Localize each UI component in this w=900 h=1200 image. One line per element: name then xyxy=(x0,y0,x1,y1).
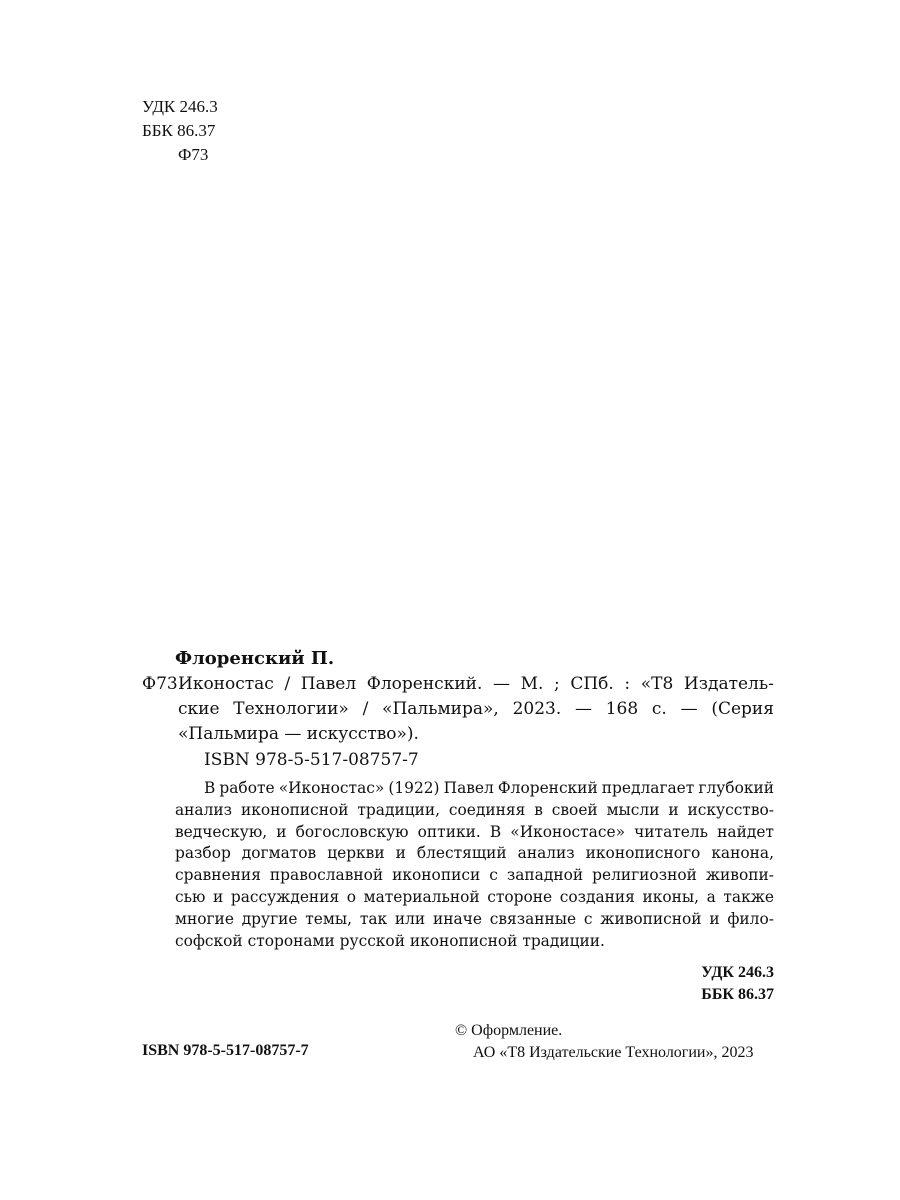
word: «Иконостас» xyxy=(278,779,385,797)
word: соединяя xyxy=(448,800,526,819)
word: (1922) xyxy=(388,779,440,797)
word: работе xyxy=(219,779,275,797)
word: Павел xyxy=(300,674,357,694)
word: православной xyxy=(269,866,384,885)
record-author-mark: Ф73 xyxy=(142,674,178,694)
word: многие xyxy=(175,909,234,928)
word: — xyxy=(574,699,592,719)
annotation xyxy=(175,778,774,952)
word: анализ xyxy=(175,800,233,819)
word: «Иконостасе» xyxy=(510,822,625,841)
word: мысли xyxy=(606,800,660,819)
word: и xyxy=(213,887,224,906)
word: искусство- xyxy=(687,800,774,819)
annotation-line xyxy=(175,800,774,822)
word: создания xyxy=(559,887,635,906)
word: : xyxy=(624,674,631,694)
classification-codes-bottom xyxy=(701,962,774,1006)
word: глубокий xyxy=(698,779,774,797)
classification-codes-top xyxy=(142,95,218,167)
word: Издатель- xyxy=(683,674,774,694)
word: разбор xyxy=(175,844,231,863)
word: М. xyxy=(520,674,544,694)
word: 2023. xyxy=(512,699,562,719)
word: канона, xyxy=(711,844,774,863)
word: Технологии» xyxy=(233,699,349,719)
word: «Т8 xyxy=(640,674,674,694)
isbn-bottom: ISBN 978-5-517-08757-7 xyxy=(142,1042,309,1059)
word: читатель xyxy=(634,822,709,841)
word: о xyxy=(346,887,357,906)
record-line-2-text xyxy=(178,697,774,722)
word: с. xyxy=(651,699,667,719)
word: с xyxy=(489,866,498,885)
udk-code: УДК 246.3 xyxy=(142,97,218,116)
word: сравнения xyxy=(175,866,261,885)
word: Иконостас xyxy=(178,674,274,694)
word: и xyxy=(668,800,679,819)
word: Флоренский. xyxy=(366,674,483,694)
word: также xyxy=(723,887,774,906)
copyright-line-2: АО «Т8 Издательские Технологии», 2023 xyxy=(473,1044,754,1061)
bbk-code-bottom: ББК 86.37 xyxy=(701,986,774,1003)
bbk-code: ББК 86.37 xyxy=(142,121,216,140)
word: СПб. xyxy=(570,674,614,694)
word: живопи- xyxy=(705,866,774,885)
word: иконы, xyxy=(642,887,700,906)
word: найдет xyxy=(717,822,774,841)
word: ские xyxy=(178,699,220,719)
record-line-3-text: «Пальмира — искусство»). xyxy=(178,724,419,744)
word: оптики. xyxy=(417,822,481,841)
annotation-line xyxy=(175,822,774,844)
word: иконописи xyxy=(392,866,481,885)
word: темы, xyxy=(305,909,353,928)
record-line-1 xyxy=(142,672,774,697)
word: / xyxy=(284,674,291,694)
record-line-1-text xyxy=(178,672,774,697)
word: живописной xyxy=(600,909,702,928)
word: а xyxy=(706,887,716,906)
word: иконописного xyxy=(585,844,701,863)
copyright-line-1: © Оформление. xyxy=(455,1022,563,1039)
word: — xyxy=(493,674,510,694)
word: В xyxy=(204,779,216,797)
word: предлагает xyxy=(601,779,695,797)
word: связанные xyxy=(489,909,577,928)
word: и xyxy=(395,844,406,863)
annotation-line: софской сторонами русской иконописной традиции. xyxy=(175,931,605,950)
word: традиции, xyxy=(357,800,441,819)
word: с xyxy=(583,909,593,928)
word: В xyxy=(489,822,502,841)
word: религиозной xyxy=(592,866,697,885)
word: и xyxy=(276,822,287,841)
udk-code-bottom: УДК 246.3 xyxy=(701,964,774,981)
bibliographic-record xyxy=(142,672,774,747)
word: своей xyxy=(551,800,598,819)
annotation-line xyxy=(175,887,774,909)
word: (Серия xyxy=(711,699,774,719)
record-line-2 xyxy=(142,697,774,722)
author-mark: Ф73 xyxy=(178,145,209,164)
word: Павел xyxy=(443,779,494,797)
word: Флоренский xyxy=(497,779,598,797)
word: — xyxy=(680,699,698,719)
word: блестящий xyxy=(416,844,507,863)
word: церкви xyxy=(327,844,385,863)
record-author: Флоренский П. xyxy=(175,648,335,669)
word: другие xyxy=(241,909,298,928)
word: богословскую xyxy=(295,822,409,841)
annotation-line xyxy=(175,778,774,800)
word: и xyxy=(709,909,720,928)
annotation-line xyxy=(175,843,774,865)
word: / xyxy=(362,699,369,719)
word: фило- xyxy=(727,909,774,928)
word: западной xyxy=(506,866,584,885)
word: иначе xyxy=(432,909,482,928)
word: материальной xyxy=(363,887,480,906)
annotation-line xyxy=(175,909,774,931)
word: стороне xyxy=(487,887,553,906)
annotation-line xyxy=(175,865,774,887)
word: ; xyxy=(554,674,560,694)
copyright-notice xyxy=(455,1020,754,1064)
word: ведческую, xyxy=(175,822,268,841)
record-line-3 xyxy=(142,722,774,747)
word: догматов xyxy=(241,844,317,863)
word: в xyxy=(534,800,543,819)
record-isbn: ISBN 978-5-517-08757-7 xyxy=(204,750,419,770)
word: или xyxy=(394,909,426,928)
word: рассуждения xyxy=(230,887,340,906)
word: 168 xyxy=(605,699,639,719)
word: сью xyxy=(175,887,206,906)
word: анализ xyxy=(517,844,575,863)
word: иконописной xyxy=(240,800,349,819)
word: «Пальмира», xyxy=(382,699,499,719)
word: так xyxy=(359,909,388,928)
